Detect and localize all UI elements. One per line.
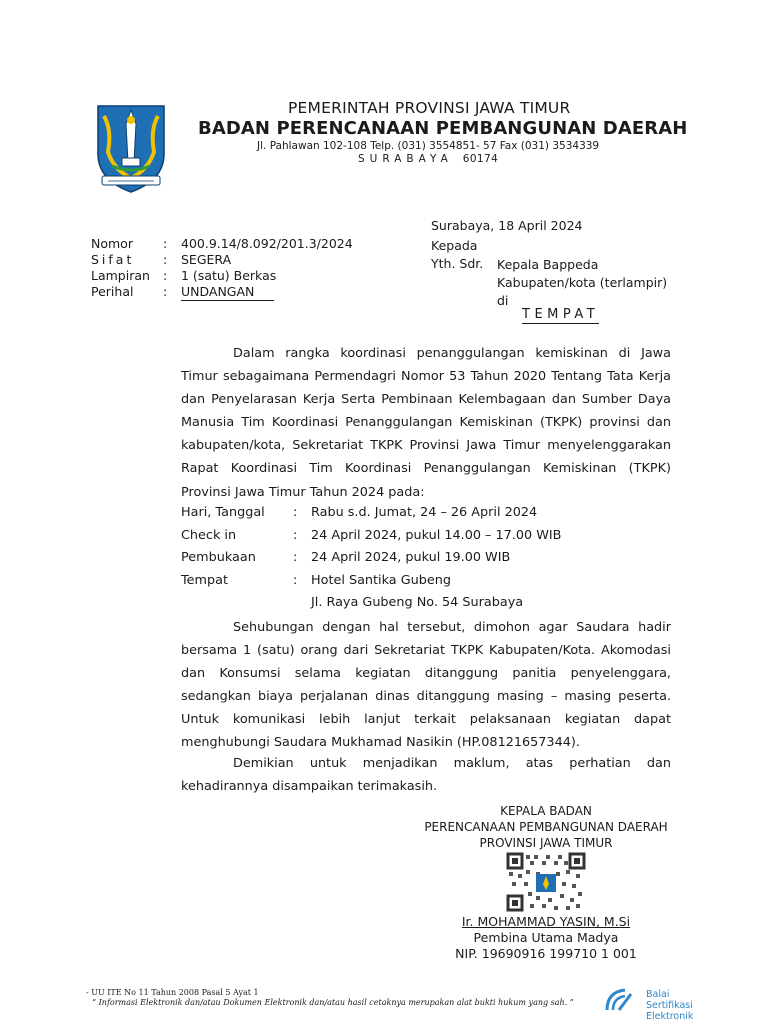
header-government: PEMERINTAH PROVINSI JAWA TIMUR	[288, 99, 571, 117]
detail-checkin-value: 24 April 2024, pukul 14.00 – 17.00 WIB	[311, 527, 562, 543]
signatory-nip: NIP. 19690916 199710 1 001	[455, 946, 637, 961]
detail-tempat	[181, 570, 561, 593]
signature-title-1: KEPALA BADAN	[500, 804, 592, 818]
meta-lampiran-label: Lampiran	[91, 268, 150, 283]
meta-perihal-value: UNDANGAN	[181, 284, 274, 301]
recipient-line2: Kabupaten/kota (terlampir)	[497, 275, 668, 290]
letter-meta	[91, 236, 353, 301]
header-agency: BADAN PERENCANAAN PEMBANGUNAN DAERAH	[198, 118, 688, 139]
meta-lampiran-value: 1 (satu) Berkas	[181, 268, 277, 283]
meta-colon: :	[163, 268, 168, 283]
east-java-coat-of-arms-logo	[92, 102, 170, 194]
recipient-line1: Kepala Bappeda	[497, 257, 599, 272]
bsre-label-1: Balai	[646, 989, 670, 1000]
footer-law: - UU ITE No 11 Tahun 2008 Pasal 5 Ayat 1	[86, 988, 259, 997]
event-details	[181, 502, 561, 615]
meta-lampiran	[91, 268, 353, 284]
header-postal: 60174	[462, 153, 499, 165]
detail-tempat-value-2: Jl. Raya Gubeng No. 54 Surabaya	[311, 595, 524, 611]
body-paragraph-3: Demikian untuk menjadikan maklum, atas perhatian dan kehadirannya disampaikan terimakasih.	[181, 756, 671, 795]
bsre-label-2: Sertifikasi	[646, 1000, 693, 1011]
meta-sifat-label: Sifat	[91, 252, 135, 267]
signatory	[410, 914, 682, 962]
detail-colon: :	[293, 527, 298, 543]
recipient-tempat-text: TEMPAT	[522, 307, 600, 322]
recipient-yth: Yth. Sdr.	[431, 256, 484, 271]
detail-colon: :	[293, 550, 298, 566]
detail-hari-label: Hari, Tanggal	[181, 505, 265, 520]
meta-perihal	[91, 284, 353, 301]
signatory-name: Ir. MOHAMMAD YASIN, M.Si	[461, 914, 631, 929]
detail-colon: :	[293, 572, 298, 588]
header-city	[358, 153, 498, 165]
signature-title-3: PROVINSI JAWA TIMUR	[479, 836, 613, 850]
meta-perihal-label: Perihal	[91, 284, 134, 299]
detail-tempat-value: Hotel Santika Gubeng	[311, 572, 451, 588]
detail-tempat-address	[181, 592, 561, 615]
meta-nomor-label: Nomor	[91, 236, 133, 251]
meta-sifat-value: SEGERA	[181, 252, 232, 267]
detail-pembukaan	[181, 547, 561, 570]
footer-note: “ Informasi Elektronik dan/atau Dokumen Elektronik dan/atau hasil cetaknya merupakan alat bukti hukum yang sah. ”	[92, 998, 574, 1007]
signatory-rank: Pembina Utama Madya	[473, 930, 619, 945]
meta-sifat	[91, 252, 353, 268]
detail-hari	[181, 502, 561, 525]
meta-colon: :	[163, 236, 168, 251]
header-address: Jl. Pahlawan 102-108 Telp. (031) 3554851- 57 Fax (031) 3534339	[257, 140, 600, 152]
signature-title	[410, 803, 682, 851]
bsre-label	[646, 989, 693, 1022]
detail-hari-value: Rabu s.d. Jumat, 24 – 26 April 2024	[311, 505, 538, 520]
detail-checkin	[181, 525, 561, 548]
letter-date: Surabaya, 18 April 2024	[431, 218, 583, 233]
recipient-kepada: Kepada	[431, 238, 478, 253]
bsre-label-3: Elektronik	[646, 1011, 694, 1022]
header-city-name: SURABAYA	[358, 153, 453, 165]
bsre-logo-icon	[604, 986, 634, 1012]
meta-colon: :	[163, 284, 168, 299]
qr-code-signature-icon	[506, 852, 586, 912]
recipient-tempat	[522, 307, 599, 322]
meta-nomor-value: 400.9.14/8.092/201.3/2024	[181, 236, 353, 251]
recipient-address	[497, 256, 667, 310]
recipient-line3: di	[497, 293, 509, 308]
detail-checkin-label: Check in	[181, 527, 237, 543]
body-paragraph-1: Dalam rangka koordinasi penanggulangan kemiskinan di Jawa Timur sebagaimana Permendagri Nomor 53 Tahun 2020 Tentang Tata Kerja dan Penyelarasan Kerja Serta Pembinaan Kelembagaan dan Sumber Daya Manusia Tim Koordinasi Penanggulangan Kemiskinan (TKPK) provinsi dan kabupaten/kota, Sekretariat TKPK Provinsi Jawa Timur menyelenggarakan Rapat Koordinasi Tim Koordinasi Penanggulangan Kemiskinan (TKPK) Provinsi Jawa Timur Tahun 2024 pada:	[181, 346, 671, 500]
detail-pembukaan-value: 24 April 2024, pukul 19.00 WIB	[311, 550, 511, 566]
meta-nomor	[91, 236, 353, 252]
detail-pembukaan-label: Pembukaan	[181, 550, 256, 566]
signature-title-2: PERENCANAAN PEMBANGUNAN DAERAH	[424, 820, 668, 834]
meta-colon: :	[163, 252, 168, 267]
body-paragraph-2: Sehubungan dengan hal tersebut, dimohon agar Saudara hadir bersama 1 (satu) orang dari Sekretariat TKPK Kabupaten/Kota. Akomodasi dan Konsumsi selama kegiatan ditanggung panitia penyelenggara, sedangkan biaya perjalanan dinas ditanggung masing – masing peserta. Untuk komunikasi lebih lanjut terkait pelaksanaan kegiatan dapat menghubungi Saudara Mukhamad Nasikin (HP.08121657344).	[181, 620, 671, 751]
detail-colon: :	[293, 505, 298, 520]
detail-tempat-label: Tempat	[181, 572, 228, 588]
